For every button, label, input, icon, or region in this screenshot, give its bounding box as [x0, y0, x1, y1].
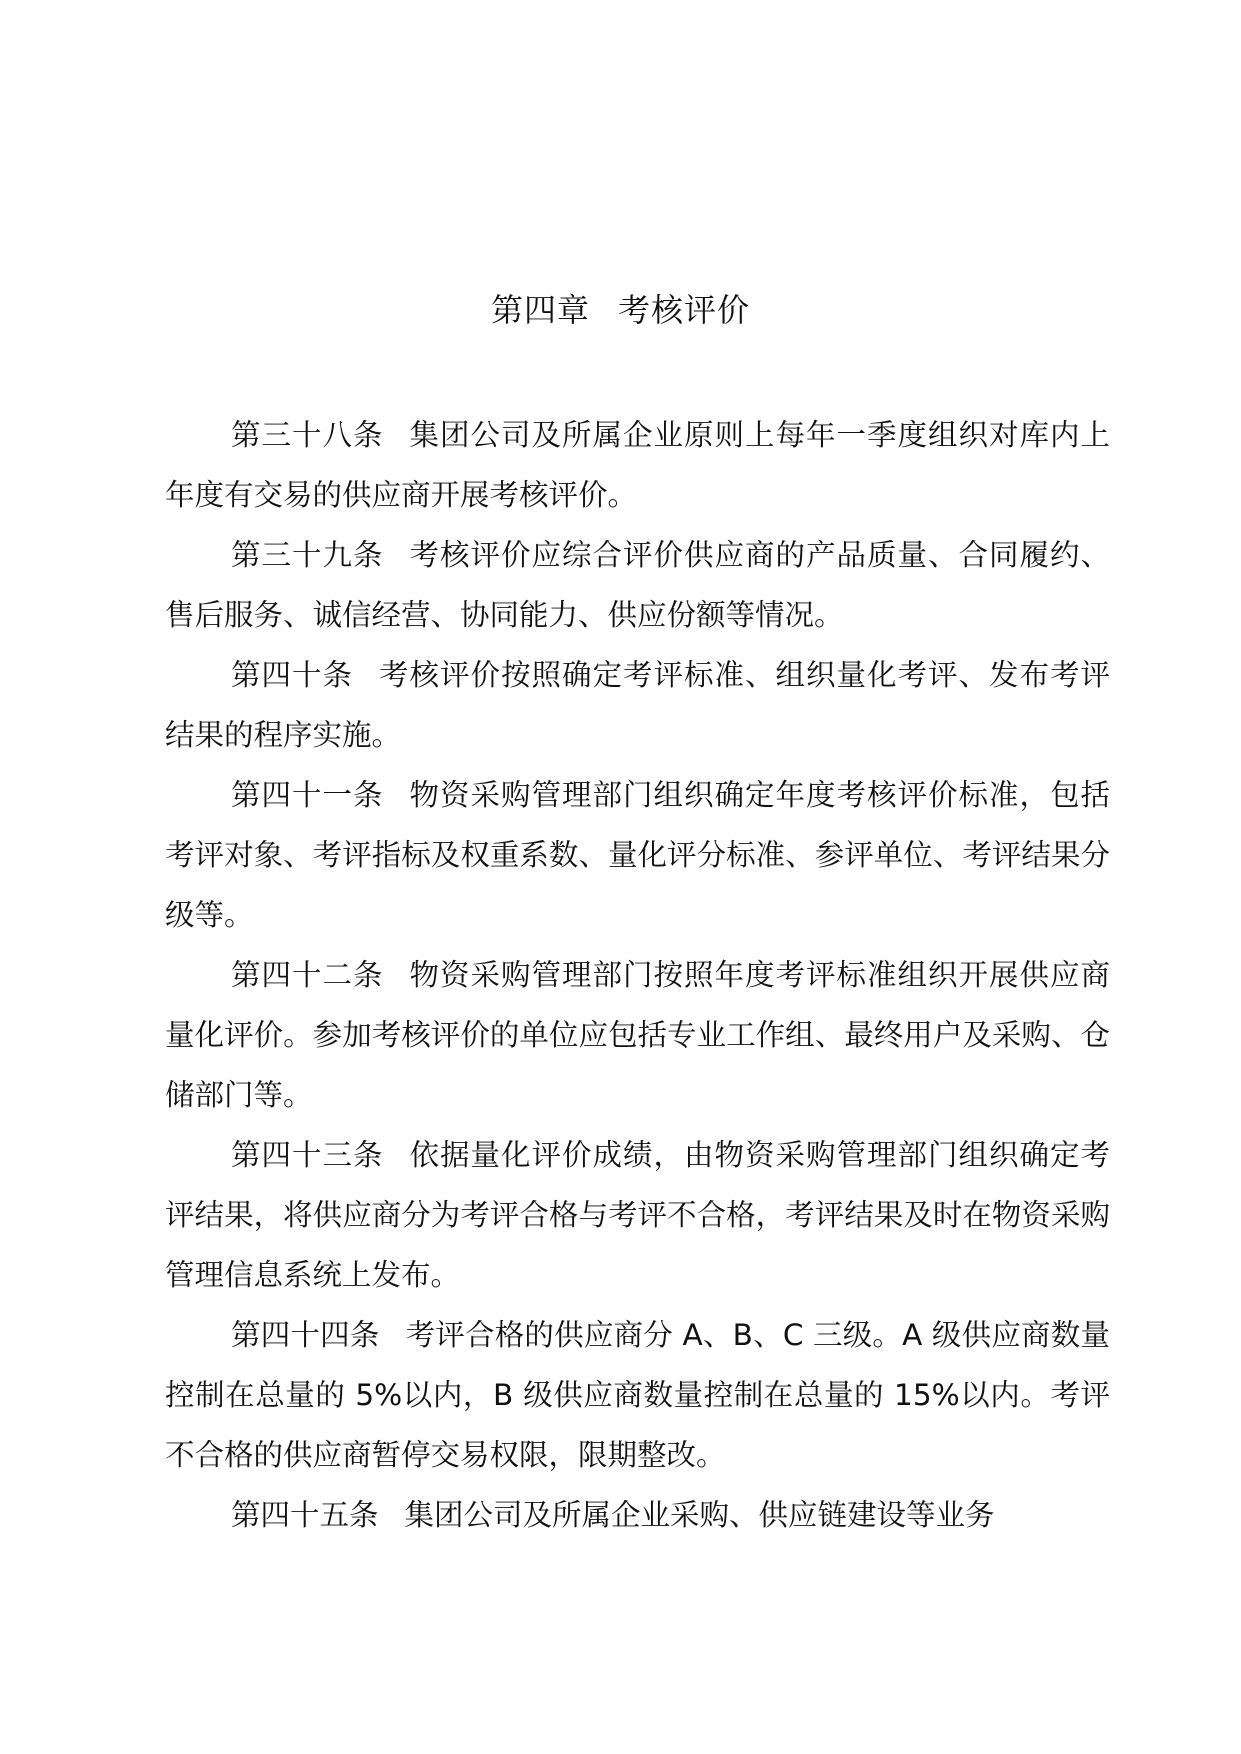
- chapter-number: 第四章: [490, 291, 590, 329]
- article-40: [165, 645, 1110, 765]
- article-43: [165, 1125, 1110, 1305]
- article-44: [165, 1305, 1110, 1485]
- article-text: 物资采购管理部门按照年度考评标准组织开展供应商量化评价。参加考核评价的单位应包括专业工作组、最终用户及采购、仓储部门等。: [165, 958, 1110, 1112]
- article-text: 物资采购管理部门组织确定年度考核评价标准，包括考评对象、考评指标及权重系数、量化评分标准、参评单位、考评结果分级等。: [165, 778, 1110, 932]
- chapter-heading: 考核评价: [618, 291, 751, 329]
- article-number: 第四十一条: [231, 778, 384, 812]
- article-text: 集团公司及所属企业原则上每年一季度组织对库内上年度有交易的供应商开展考核评价。: [165, 418, 1110, 512]
- article-42: [165, 945, 1110, 1125]
- article-text: 考核评价按照确定考评标准、组织量化考评、发布考评结果的程序实施。: [165, 658, 1110, 752]
- article-number: 第四十三条: [231, 1138, 384, 1172]
- article-text: 考核评价应综合评价供应商的产品质量、合同履约、售后服务、诚信经营、协同能力、供应份额等情况。: [165, 538, 1110, 632]
- article-45: [165, 1485, 1110, 1545]
- article-number: 第四十五条: [231, 1498, 379, 1532]
- article-text: 集团公司及所属企业采购、供应链建设等业务: [404, 1498, 995, 1532]
- article-number: 第三十九条: [231, 538, 384, 572]
- article-number: 第四十条: [231, 658, 353, 692]
- article-number: 第三十八条: [231, 418, 384, 452]
- article-38: [165, 405, 1110, 525]
- article-number: 第四十二条: [231, 958, 384, 992]
- article-39: [165, 525, 1110, 645]
- article-list: [165, 405, 1110, 1545]
- article-number: 第四十四条: [231, 1318, 380, 1352]
- article-text: 依据量化评价成绩，由物资采购管理部门组织确定考评结果，将供应商分为考评合格与考评不合格，考评结果及时在物资采购管理信息系统上发布。: [165, 1138, 1110, 1292]
- article-41: [165, 765, 1110, 945]
- chapter-title: [0, 290, 1241, 330]
- article-text: 考评合格的供应商分 A、B、C 三级。A 级供应商数量控制在总量的 5%以内，B 级供应商数量控制在总量的 15%以内。考评不合格的供应商暂停交易权限，限期整改。: [165, 1318, 1110, 1472]
